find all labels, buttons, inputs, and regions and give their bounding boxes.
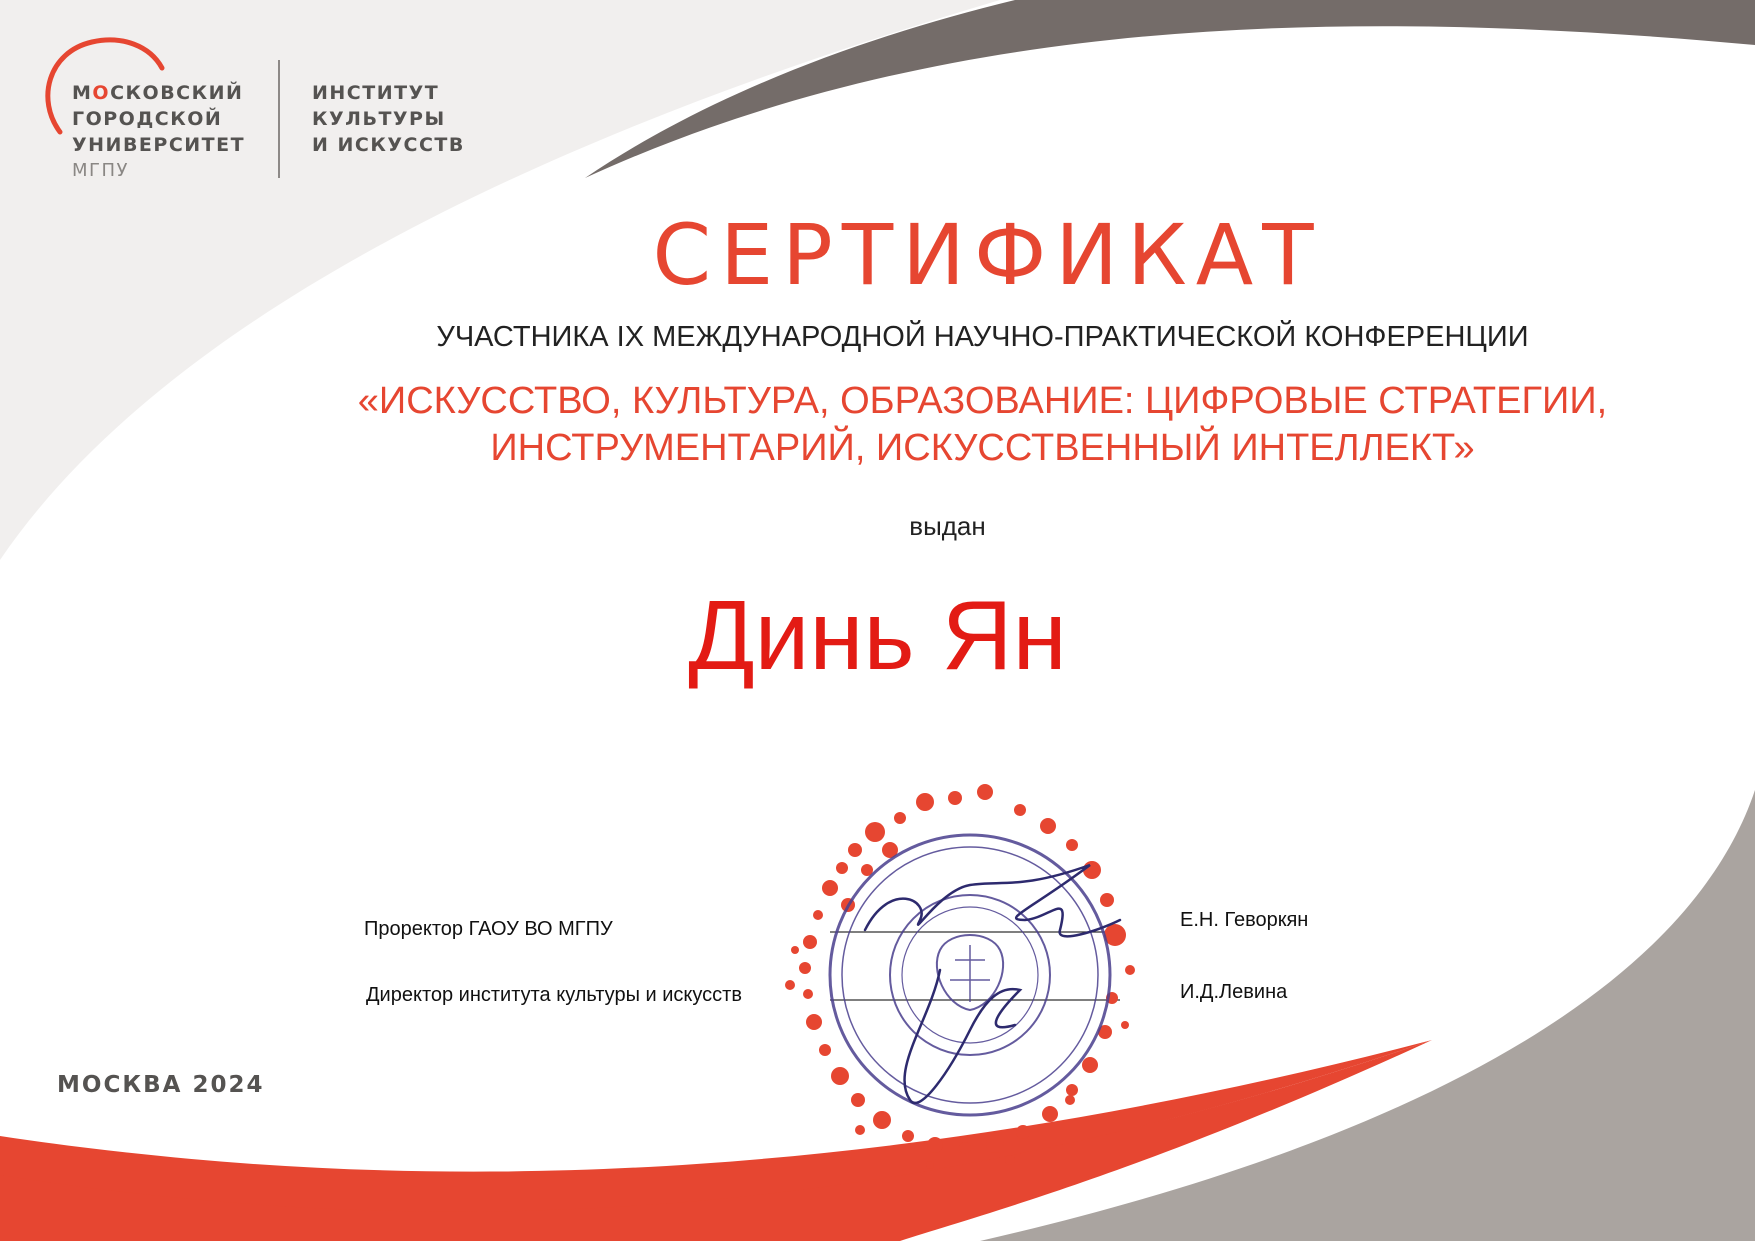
certificate-subtitle: УЧАСТНИКА IX МЕЖДУНАРОДНОЙ НАУЧНО-ПРАКТИЧЕСКОЙ КОНФЕРЕНЦИИ bbox=[436, 321, 1529, 353]
certificate-title: СЕРТИФИКАТ bbox=[652, 206, 1323, 304]
purple-stamp bbox=[830, 835, 1110, 1115]
logo-initial-letter: М bbox=[72, 82, 93, 104]
conference-name-line1: «ИСКУССТВО, КУЛЬТУРА, ОБРАЗОВАНИЕ: ЦИФРОВЫЕ СТРАТЕГИИ, bbox=[357, 380, 1608, 422]
city-year: МОСКВА 2024 bbox=[57, 1072, 265, 1098]
logo-university-line3: УНИВЕРСИТЕТ bbox=[72, 134, 246, 156]
logo-university-line1 bbox=[72, 80, 243, 106]
signature-name-2: И.Д.Левина bbox=[1180, 981, 1288, 1003]
logo-divider bbox=[278, 60, 280, 178]
logo-university-abbr: МГПУ bbox=[72, 160, 130, 181]
signature-title-2: Директор института культуры и искусств bbox=[366, 984, 742, 1006]
signature-name-1: Е.Н. Геворкян bbox=[1180, 909, 1309, 931]
issued-label: выдан bbox=[909, 511, 986, 541]
seal-stamp bbox=[770, 770, 1150, 1180]
red-dots-ring bbox=[785, 784, 1135, 1169]
logo-line1-rest: СКОВСКИЙ bbox=[110, 82, 244, 104]
logo-institute-line3: И ИСКУССТВ bbox=[312, 134, 465, 156]
signature-title-1: Проректор ГАОУ ВО МГПУ bbox=[364, 918, 613, 940]
logo-ring-letter: О bbox=[92, 82, 111, 104]
recipient-name: Динь Ян bbox=[688, 580, 1067, 690]
logo-institute-line1: ИНСТИТУТ bbox=[312, 82, 440, 104]
conference-name-line2: ИНСТРУМЕНТАРИЙ, ИСКУССТВЕННЫЙ ИНТЕЛЛЕКТ» bbox=[490, 427, 1475, 469]
logo-institute-line2: КУЛЬТУРЫ bbox=[312, 108, 446, 130]
handwritten-signatures bbox=[865, 865, 1120, 1103]
logo-university-line2: ГОРОДСКОЙ bbox=[72, 108, 223, 130]
